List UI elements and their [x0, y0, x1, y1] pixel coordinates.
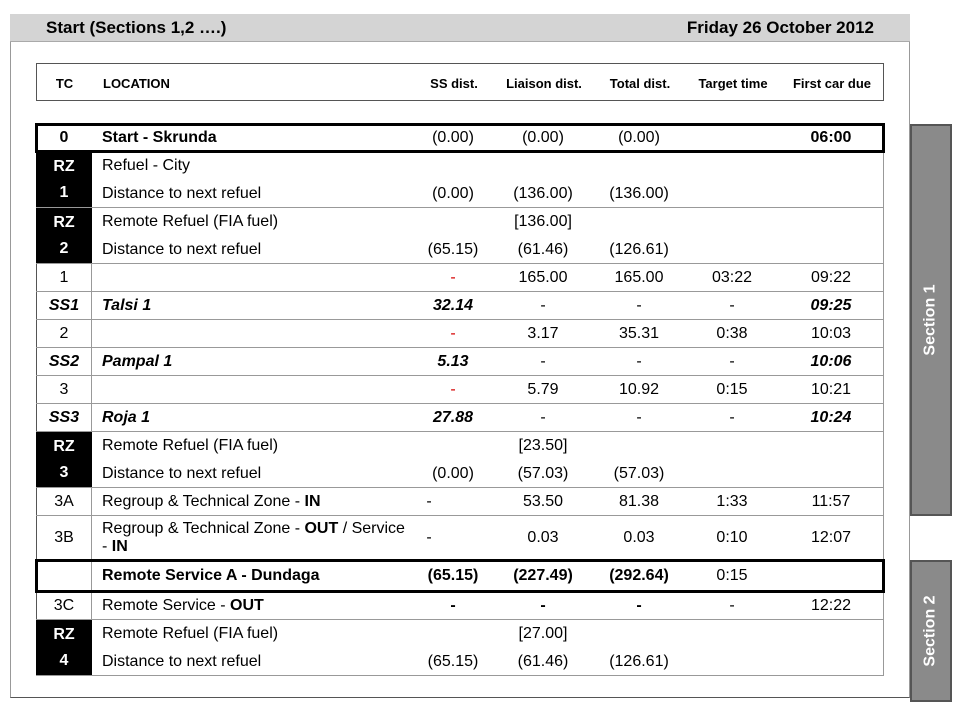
location-cell: Remote Refuel (FIA fuel) — [102, 213, 279, 230]
header-first-car-due: First car due — [792, 75, 872, 91]
total-dist-cell: (57.03) — [613, 464, 665, 482]
total-dist-cell: (0.00) — [618, 128, 660, 146]
ss-dist-cell: (65.15) — [427, 566, 479, 584]
header-location: LOCATION — [103, 75, 170, 91]
rz-number: 2 — [59, 240, 69, 257]
rz-label: RZ — [53, 214, 75, 231]
header-tc: TC — [55, 75, 74, 91]
section-1-label: Section 1 — [922, 284, 940, 356]
location-cell: Distance to next refuel — [102, 464, 262, 482]
tc-cell: 3 — [59, 380, 69, 398]
first-car-due-cell: 10:06 — [810, 352, 852, 370]
total-dist-cell: 10.92 — [618, 380, 660, 398]
table-row — [36, 460, 884, 488]
location-cell: Talsi 1 — [102, 296, 152, 314]
tc-cell: SS1 — [48, 296, 80, 314]
tc-cell: SS2 — [48, 352, 80, 370]
ss-dist-cell: 27.88 — [432, 408, 474, 426]
first-car-due-cell: 10:21 — [810, 380, 852, 398]
total-dist-cell: 0.03 — [623, 528, 655, 546]
ss-dist-cell: (0.00) — [432, 184, 474, 202]
liaison-dist-cell: - — [540, 596, 546, 614]
total-dist-cell: (136.00) — [609, 184, 669, 202]
target-time-cell: - — [729, 408, 735, 426]
location-status: OUT — [230, 596, 264, 614]
rz-number: 3 — [59, 464, 69, 481]
target-time-cell: 0:15 — [716, 380, 748, 398]
table-row — [36, 320, 884, 348]
tc-cell: 3B — [54, 528, 74, 546]
header-total-dist: Total dist. — [609, 75, 671, 91]
location-cell: Roja 1 — [102, 408, 151, 426]
tc-cell: 3A — [54, 492, 74, 510]
table-row — [36, 560, 884, 592]
liaison-dist-cell: (61.46) — [517, 240, 569, 258]
ss-dist-cell: - — [426, 492, 432, 510]
target-time-cell: - — [729, 596, 735, 614]
location-cell: Pampal 1 — [102, 352, 173, 370]
target-time-cell: 0:10 — [716, 528, 748, 546]
table-row — [36, 124, 884, 152]
liaison-dist-cell: - — [540, 352, 546, 370]
location-text: Regroup & Technical Zone - — [102, 492, 301, 510]
total-dist-cell: - — [636, 352, 642, 370]
table-row — [36, 264, 884, 292]
ss-dist-cell: (65.15) — [427, 240, 479, 258]
location-cell: Remote Refuel (FIA fuel) — [102, 437, 279, 454]
target-time-cell — [688, 124, 776, 151]
liaison-dist-cell: [27.00] — [518, 625, 568, 642]
liaison-dist-cell: - — [540, 408, 546, 426]
section-2-label: Section 2 — [922, 595, 940, 667]
location-status: OUT — [304, 519, 339, 537]
ss-dist-cell: - — [450, 324, 456, 342]
liaison-dist-cell: 3.17 — [527, 324, 559, 342]
total-dist-cell: 81.38 — [618, 492, 660, 510]
rz-number: 1 — [59, 184, 69, 201]
table-row — [36, 348, 884, 376]
itinerary-table — [36, 124, 884, 676]
itinerary-date: Friday 26 October 2012 — [686, 18, 874, 37]
location-cell: Remote Refuel (FIA fuel) — [102, 625, 279, 642]
table-row — [36, 236, 884, 264]
rz-label: RZ — [53, 626, 75, 643]
table-row — [36, 180, 884, 208]
title-bar — [10, 14, 910, 42]
ss-dist-cell: (0.00) — [432, 128, 474, 146]
first-car-due-cell: 06:00 — [810, 128, 852, 146]
ss-dist-cell: 5.13 — [437, 352, 469, 370]
section-1-tab[interactable] — [910, 124, 952, 516]
location-cell: Start - Skrunda — [102, 128, 217, 146]
total-dist-cell: 165.00 — [614, 268, 664, 286]
location-text: Remote Service - — [102, 596, 226, 614]
tc-cell: 3C — [53, 596, 75, 614]
rz-label: RZ — [53, 158, 75, 175]
header-ss-dist: SS dist. — [430, 75, 478, 91]
column-header-table — [36, 63, 884, 101]
first-car-due-cell: 09:22 — [810, 268, 852, 286]
location-status: IN — [304, 492, 321, 510]
location-cell: Distance to next refuel — [102, 240, 262, 258]
total-dist-cell: - — [636, 408, 642, 426]
total-dist-cell: - — [636, 296, 642, 314]
itinerary-title: Start (Sections 1,2 ….) — [46, 18, 227, 37]
target-time-cell: - — [729, 352, 735, 370]
ss-dist-cell: - — [450, 380, 456, 398]
table-row — [36, 648, 884, 676]
table-row — [36, 592, 884, 620]
target-time-cell: 03:22 — [711, 268, 753, 286]
first-car-due-cell: 12:22 — [810, 596, 852, 614]
rz-label: RZ — [53, 438, 75, 455]
location-cell: Distance to next refuel — [102, 184, 262, 202]
section-2-tab[interactable] — [910, 560, 952, 702]
total-dist-cell: - — [636, 596, 642, 614]
location-cell — [102, 488, 321, 515]
ss-dist-cell: - — [450, 596, 456, 614]
table-row — [36, 432, 884, 460]
tc-cell: 1 — [59, 268, 69, 286]
total-dist-cell: (126.61) — [609, 652, 669, 670]
tc-cell: 2 — [59, 324, 69, 342]
location-text-2: / Service - — [102, 519, 405, 555]
table-row — [36, 516, 884, 560]
first-car-due-cell: 09:25 — [810, 296, 852, 314]
liaison-dist-cell: 165.00 — [518, 268, 568, 286]
header-target-time: Target time — [698, 75, 768, 91]
total-dist-cell: 35.31 — [618, 324, 660, 342]
first-car-due-cell: 12:07 — [810, 528, 852, 546]
liaison-dist-cell: 53.50 — [522, 492, 564, 510]
rz-number: 4 — [59, 652, 69, 669]
table-row — [36, 152, 884, 180]
ss-dist-cell: - — [450, 268, 456, 286]
table-row — [36, 488, 884, 516]
target-time-cell: - — [729, 296, 735, 314]
liaison-dist-cell: (61.46) — [517, 652, 569, 670]
first-car-due-cell: 11:57 — [811, 492, 851, 510]
target-time-cell: 1:33 — [716, 492, 748, 510]
liaison-dist-cell: 5.79 — [527, 380, 559, 398]
tc-cell: 0 — [59, 128, 69, 146]
liaison-dist-cell: - — [540, 296, 546, 314]
liaison-dist-cell: (0.00) — [522, 128, 564, 146]
table-row — [36, 208, 884, 236]
ss-dist-cell: 32.14 — [432, 296, 474, 314]
header-liaison-dist: Liaison dist. — [506, 75, 582, 91]
table-row — [36, 376, 884, 404]
target-time-cell: 0:15 — [716, 566, 748, 584]
first-car-due-cell: 10:03 — [810, 324, 852, 342]
liaison-dist-cell: 0.03 — [527, 528, 559, 546]
ss-dist-cell: (0.00) — [432, 464, 474, 482]
target-time-cell: 0:38 — [716, 324, 748, 342]
liaison-dist-cell: (227.49) — [513, 566, 573, 584]
liaison-dist-cell: (57.03) — [517, 464, 569, 482]
liaison-dist-cell: [23.50] — [518, 437, 568, 454]
first-car-due-cell: 10:24 — [810, 408, 852, 426]
tc-cell: SS3 — [48, 408, 80, 426]
ss-dist-cell: - — [426, 528, 432, 546]
location-cell — [102, 592, 264, 619]
location-text: Regroup & Technical Zone - — [102, 519, 305, 537]
table-row — [36, 404, 884, 432]
total-dist-cell: (292.64) — [609, 566, 669, 584]
liaison-dist-cell: (136.00) — [513, 184, 573, 202]
ss-dist-cell: (65.15) — [427, 652, 479, 670]
location-cell — [102, 516, 412, 559]
location-cell: Distance to next refuel — [102, 652, 262, 670]
location-cell: Remote Service A - Dundaga — [102, 566, 320, 584]
location-cell: Refuel - City — [102, 157, 191, 174]
table-row — [36, 620, 884, 648]
liaison-dist-cell: [136.00] — [514, 213, 572, 230]
total-dist-cell: (126.61) — [609, 240, 669, 258]
table-row — [36, 292, 884, 320]
location-status-2: IN — [111, 537, 128, 555]
